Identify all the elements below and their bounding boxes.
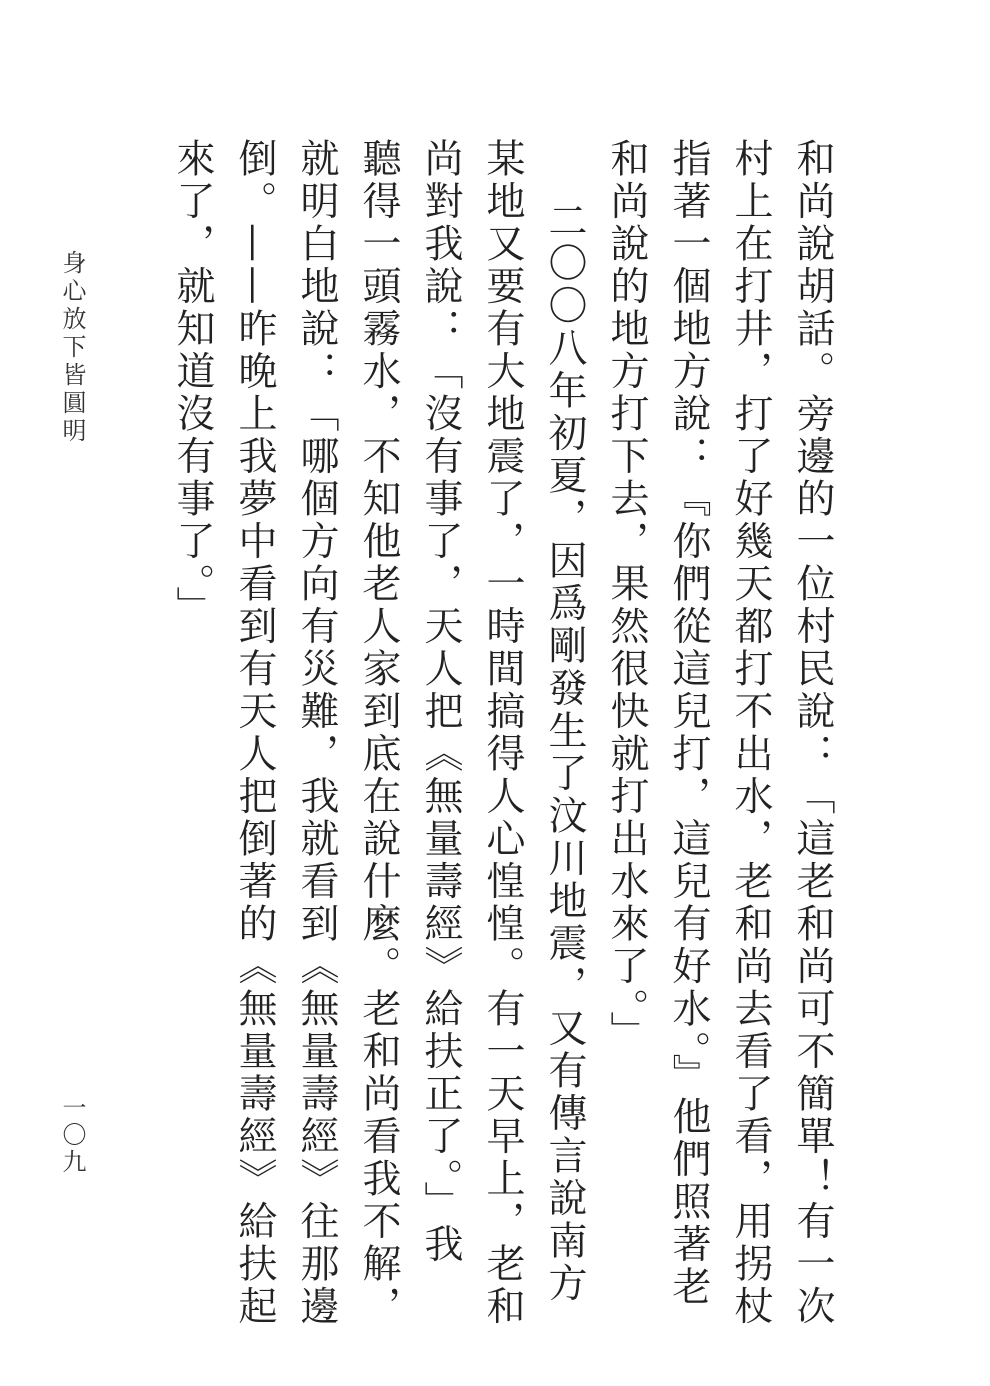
- text-column-4: 和尚說的地方打下去，果然很快就打出水來了。」: [604, 138, 649, 1054]
- page-number: 一〇九: [58, 1095, 86, 1176]
- text-column-9: 就明白地說：「哪個方向有災難，我就看到《無量壽經》往那邊: [294, 138, 339, 1328]
- text-column-5: 二〇〇八年初夏，因爲剛發生了汶川地震，又有傳言說南方: [542, 200, 587, 1305]
- text-column-1: 和尚說胡話。旁邊的一位村民說：「這老和尚可不簡單！有一次: [790, 138, 835, 1328]
- text-column-3: 指著一個地方說：『你們從這兒打，這兒有好水。』他們照著老: [666, 138, 711, 1309]
- text-column-8: 聽得一頭霧水，不知他老人家到底在說什麼。老和尚看我不解，: [356, 138, 401, 1328]
- text-column-7: 尚對我說：「沒有事了，天人把《無量壽經》給扶正了。」我: [418, 138, 463, 1266]
- text-column-2: 村上在打井，打了好幾天都打不出水，老和尚去看了看，用拐杖: [728, 138, 773, 1328]
- running-title: 身心放下皆圓明: [58, 250, 86, 446]
- text-column-10: 倒。——昨晚上我夢中看到有天人把倒著的《無量壽經》給扶起: [232, 138, 277, 1328]
- text-column-6: 某地又要有大地震了，一時間搞得人心惶惶。有一天早上，老和: [480, 138, 525, 1328]
- text-column-11: 來了，就知道沒有事了。」: [170, 138, 215, 629]
